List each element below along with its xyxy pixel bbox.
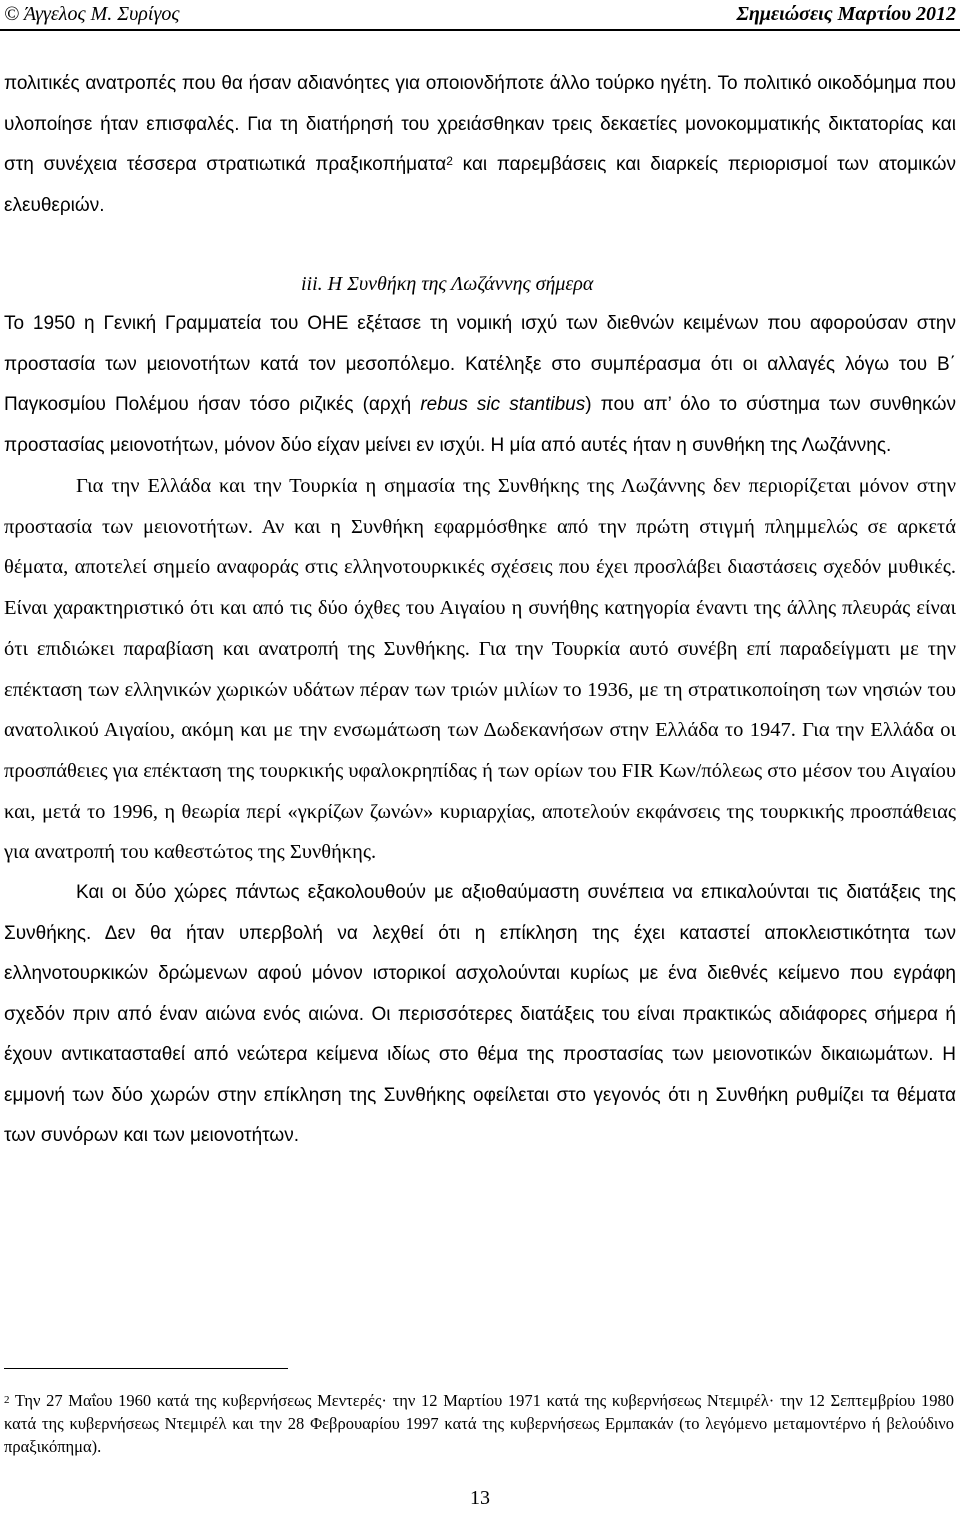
header-title: Σημειώσεις Μαρτίου 2012 (736, 3, 956, 25)
paragraph-2: Για την Ελλάδα και την Τουρκία η σημασία της Συνθήκης της Λωζάννης δεν περιορίζεται μόνον στην προστασία των μειονοτήτων. Αν και η Συνθήκη εφαρμόσθηκε από την πρώτη στιγμή πλημμελώς σε αρκετά θέματα, αποτελεί σημείο αναφοράς στις ελληνοτουρκικές σχέσεις που έχει προσλάβει διαστάσεις σχεδόν μυθικές. Είναι χαρακτηριστικό ότι και από τις δύο όχθες του Αιγαίου η συνήθης κατηγορία έναντι της άλλης πλευράς είναι ότι επιδιώκει παραβίαση και ανατροπή της Συνθήκης. Για την Τουρκία αυτό συνέβη επί παραδείγματι με την επέκταση των ελληνικών χωρικών υδάτων πέραν των τριών μιλίων το 1936, με τη στρατικοποίηση των νησιών του ανατολικού Αιγαίου, ακόμη και με την ενσωμάτωση των Δωδεκανήσων στην Ελλάδα το 1947. Για την Ελλάδα οι προσπάθειες για επέκταση της τουρκικής υφαλοκρηπίδας ή των ορίων του FIR Κων/πόλεως στο μέσον του Αιγαίου και, μετά το 1996, η θεωρία περί «γκρίζων ζωνών» κυριαρχίας, αποτελούν εκφάνσεις της τουρκικής προσπάθειας για ανατροπή του καθεστώτος της Συνθήκης. (4, 475, 956, 864)
intro-text-a: πολιτικές ανατροπές που θα ήσαν αδιανόητες για οποιονδήποτε άλλο τούρκο ηγέτη. Το πολιτικό οικοδόμημα που υλοποίησε ήταν επισφαλές. Για τη διατήρησή του χρειάσθηκαν τρεις δεκαετίες μονοκομματικής δικτατορίας και στη συνέχεια τέσσερα στρατιωτικά πραξικοπήματα (4, 73, 956, 175)
footnote-divider (4, 1368, 288, 1369)
footnote-reference[interactable]: 2 (446, 154, 453, 168)
footnote-number: 2 (4, 1394, 10, 1406)
footnote-text: Την 27 Μαΐου 1960 κατά της κυβερνήσεως Μεντερές· την 12 Μαρτίου 1971 κατά της κυβερνήσεως Ντεμιρέλ· την 12 Σεπτεμβρίου 1980 κατά της κυβερνήσεως Ντεμιρέλ και την 28 Φεβρουαρίου 1997 κατά της κυβερνήσεως Ερμπακάν (το λεγόμενο μεταμοντέρνο ή βελούδινο πραξικόπημα). (4, 1391, 954, 1456)
paragraph-1 (4, 304, 956, 466)
footnote (4, 1389, 954, 1458)
paragraph-3: Και οι δύο χώρες πάντως εξακολουθούν με αξιοθαύμαστη συνέπεια να επικαλούνται τις διατάξεις της Συνθήκης. Δεν θα ήταν υπερβολή να λεχθεί ότι η επίκληση της έχει καταστεί αποκλειστικότητα των ελληνοτουρκικών δρώμενων αφού μόνον ιστορικοί ασχολούνται κυρίως με ένα διεθνές κείμενο που εγράφη σχεδόν πριν από έναν αιώνα ενός αιώνα. Οι περισσότερες διατάξεις του είναι πρακτικώς αδιάφορες σήμερα ή έχουν αντικατασταθεί από νεώτερα κείμενα ιδίως στο θέμα της προστασίας των μειονοτικών δικαιωμάτων. Η εμμονή των δύο χωρών στην επίκληση της Συνθήκης οφείλεται στο γεγονός ότι η Συνθήκη ρυθμίζει τα θέματα των συνόρων και των μειονοτήτων. (4, 882, 956, 1147)
paragraph-1-text-a: Το 1950 η Γενική Γραμματεία του ΟΗΕ εξέτασε τη νομική ισχύ των διεθνών κειμένων που αφορούσαν στην προστασία των μειονοτήτων κατά τον μεσοπόλεμο. Κατέληξε στο συμπέρασμα ότι οι αλλαγές λόγω του Β΄ Παγκοσμίου Πολέμου ήσαν τόσο ριζικές (αρχή (4, 313, 956, 415)
page-number: 13 (470, 1487, 490, 1509)
main-text (4, 64, 956, 1157)
section-gap (4, 226, 956, 265)
header-divider (0, 29, 960, 31)
paragraph-1-text-b: ) που απ’ όλο το σύστημα των συνθηκών προστασίας μειονοτήτων, μόνον δύο είχαν μείνει εν ισχύι. Η μία από αυτές ήταν η συνθήκη της Λωζάννης. (4, 394, 957, 456)
intro-paragraph (4, 64, 956, 226)
running-header (0, 0, 960, 30)
section-heading: iii. Η Συνθήκη της Λωζάννης σήμερα (301, 273, 594, 295)
latin-phrase: rebus sic stantibus (420, 394, 586, 415)
intro-text-b: και παρεμβάσεις και διαρκείς περιορισμοί των ατομικών ελευθεριών. (4, 154, 956, 216)
header-author: © Άγγελος Μ. Συρίγος (4, 3, 180, 25)
